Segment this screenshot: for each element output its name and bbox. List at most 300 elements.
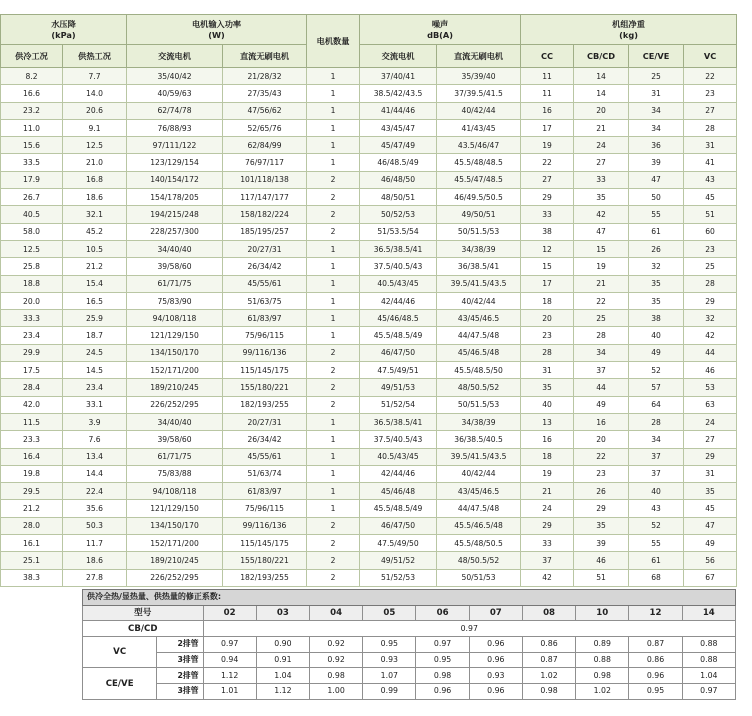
- table-cell: 31: [684, 137, 737, 154]
- table-cell: 75/83/88: [127, 465, 223, 482]
- table-cell: 140/154/172: [127, 171, 223, 188]
- model-number: 05: [363, 605, 416, 621]
- table-cell: 25.1: [1, 552, 63, 569]
- vc-2-row-label: 2排管: [157, 637, 203, 653]
- table-cell: 158/182/224: [223, 206, 307, 223]
- table-cell: 25: [574, 310, 629, 327]
- table-cell: 15.6: [1, 137, 63, 154]
- table-cell: 155/180/221: [223, 552, 307, 569]
- ceve-2-row-label: 2排管: [157, 668, 203, 684]
- cooling-header: 供冷工况: [1, 45, 63, 68]
- table-cell: 34: [629, 431, 684, 448]
- table-cell: 51/53.5/54: [360, 223, 437, 240]
- table-cell: 40/42/44: [437, 292, 521, 309]
- heating-header: 供热工况: [63, 45, 127, 68]
- table-cell: 61/83/97: [223, 483, 307, 500]
- factor-cell: 1.02: [576, 684, 629, 700]
- table-cell: 49/50/51: [437, 206, 521, 223]
- factor-cell: 1.01: [203, 684, 256, 700]
- model-number: 07: [469, 605, 522, 621]
- factor-cell: 0.88: [682, 637, 735, 653]
- table-cell: 29.5: [1, 483, 63, 500]
- vc-header: VC: [684, 45, 737, 68]
- table-cell: 45/46/48: [360, 483, 437, 500]
- table-cell: 11.0: [1, 119, 63, 136]
- factor-cell: 0.95: [363, 637, 416, 653]
- factor-cell: 0.97: [682, 684, 735, 700]
- table-cell: 40/42/44: [437, 465, 521, 482]
- table-cell: 182/193/255: [223, 396, 307, 413]
- table-cell: 43: [684, 171, 737, 188]
- table-cell: 31: [684, 465, 737, 482]
- table-cell: 26.7: [1, 189, 63, 206]
- table-cell: 37.5/40.5/43: [360, 258, 437, 275]
- table-cell: 37: [574, 362, 629, 379]
- table-cell: 52: [629, 517, 684, 534]
- table-cell: 1: [307, 413, 360, 430]
- table-cell: 45/55/61: [223, 275, 307, 292]
- table-row: [1, 569, 737, 586]
- factor-cell: 0.93: [469, 668, 522, 684]
- table-cell: 16: [574, 413, 629, 430]
- table-cell: 45.5/47/48.5: [437, 171, 521, 188]
- table-row: [1, 137, 737, 154]
- model-number: 08: [522, 605, 575, 621]
- table-cell: 45: [684, 189, 737, 206]
- table-cell: 13: [521, 413, 574, 430]
- cc-header: CC: [521, 45, 574, 68]
- table-cell: 2: [307, 362, 360, 379]
- table-cell: 20: [521, 310, 574, 327]
- table-cell: 40: [521, 396, 574, 413]
- table-cell: 2: [307, 552, 360, 569]
- factor-cell: 0.97: [203, 637, 256, 653]
- table-cell: 28: [684, 119, 737, 136]
- factor-cell: 0.89: [576, 637, 629, 653]
- table-cell: 16: [521, 102, 574, 119]
- table-cell: 45/55/61: [223, 448, 307, 465]
- table-cell: 26/34/42: [223, 258, 307, 275]
- vc-label: VC: [83, 637, 157, 668]
- table-cell: 44: [574, 379, 629, 396]
- table-cell: 2: [307, 189, 360, 206]
- factor-cell: 0.98: [416, 668, 469, 684]
- table-cell: 39/58/60: [127, 258, 223, 275]
- table-cell: 36.5/38.5/41: [360, 413, 437, 430]
- table-cell: 40: [629, 483, 684, 500]
- table-cell: 26: [574, 483, 629, 500]
- factor-cell: 0.97: [416, 637, 469, 653]
- factor-cell: 0.96: [469, 652, 522, 668]
- table-cell: 121/129/150: [127, 327, 223, 344]
- factor-cell: 0.98: [522, 684, 575, 700]
- table-cell: 155/180/221: [223, 379, 307, 396]
- factor-cell: 0.91: [256, 652, 309, 668]
- table-cell: 45.5/48/48.5: [437, 154, 521, 171]
- table-cell: 43/45/47: [360, 119, 437, 136]
- table-cell: 50/51.5/53: [437, 223, 521, 240]
- table-cell: 14.4: [63, 465, 127, 482]
- table-cell: 51/63/74: [223, 465, 307, 482]
- table-cell: 23: [684, 240, 737, 257]
- table-cell: 94/108/118: [127, 310, 223, 327]
- table-cell: 3.9: [63, 413, 127, 430]
- table-cell: 50: [629, 189, 684, 206]
- table-cell: 56: [684, 552, 737, 569]
- table-cell: 23: [684, 85, 737, 102]
- table-cell: 50.3: [63, 517, 127, 534]
- table-cell: 37: [521, 552, 574, 569]
- table-cell: 14: [574, 68, 629, 85]
- table-cell: 76/97/117: [223, 154, 307, 171]
- table-cell: 35: [629, 292, 684, 309]
- table-cell: 21: [574, 275, 629, 292]
- table-row: [1, 310, 737, 327]
- factor-cell: 0.96: [416, 684, 469, 700]
- table-cell: 11: [521, 85, 574, 102]
- table-cell: 7.7: [63, 68, 127, 85]
- factor-cell: 0.96: [469, 637, 522, 653]
- table-cell: 16.4: [1, 448, 63, 465]
- table-cell: 45.5/48.5/49: [360, 327, 437, 344]
- table-cell: 26/34/42: [223, 431, 307, 448]
- table-cell: 12: [521, 240, 574, 257]
- table-cell: 25.9: [63, 310, 127, 327]
- table-cell: 25: [684, 258, 737, 275]
- table-cell: 36: [629, 137, 684, 154]
- table-cell: 50/52/53: [360, 206, 437, 223]
- table-cell: 29: [684, 292, 737, 309]
- table-cell: 2: [307, 344, 360, 361]
- table-row: [1, 206, 737, 223]
- table-cell: 1: [307, 258, 360, 275]
- table-cell: 33: [574, 171, 629, 188]
- table-cell: 42: [684, 327, 737, 344]
- table-cell: 51: [574, 569, 629, 586]
- table-cell: 1: [307, 240, 360, 257]
- table-cell: 49: [574, 396, 629, 413]
- table-cell: 45/47/49: [360, 137, 437, 154]
- table-row: [1, 552, 737, 569]
- table-cell: 117/147/177: [223, 189, 307, 206]
- table-cell: 21: [574, 119, 629, 136]
- motor-power-header: 电机输入功率 (W): [127, 15, 307, 45]
- table-cell: 60: [684, 223, 737, 240]
- table-cell: 37.5/40.5/43: [360, 431, 437, 448]
- table-cell: 45.5/48.5/49: [360, 500, 437, 517]
- table-cell: 24: [684, 413, 737, 430]
- table-cell: 18: [521, 292, 574, 309]
- water-pressure-header: 水压降 (kPa): [1, 15, 127, 45]
- table-cell: 23.4: [63, 379, 127, 396]
- dc-motor-header: 直流无刷电机: [223, 45, 307, 68]
- factor-cell: 0.87: [522, 652, 575, 668]
- performance-table: [0, 14, 737, 587]
- table-cell: 7.6: [63, 431, 127, 448]
- table-cell: 1: [307, 448, 360, 465]
- table-row: [1, 448, 737, 465]
- table-cell: 47.5/49/50: [360, 535, 437, 552]
- factor-cell: 0.96: [629, 668, 682, 684]
- table-cell: 41/44/46: [360, 102, 437, 119]
- table-cell: 1: [307, 465, 360, 482]
- table-cell: 46/48.5/49: [360, 154, 437, 171]
- table-cell: 154/178/205: [127, 189, 223, 206]
- table-cell: 35.6: [63, 500, 127, 517]
- table-cell: 53: [684, 379, 737, 396]
- table-cell: 1: [307, 102, 360, 119]
- table-cell: 19.8: [1, 465, 63, 482]
- table-cell: 134/150/170: [127, 344, 223, 361]
- table-cell: 35: [629, 275, 684, 292]
- table-cell: 1: [307, 68, 360, 85]
- table-cell: 28: [684, 275, 737, 292]
- factor-cell: 0.98: [576, 668, 629, 684]
- table-cell: 48/50/51: [360, 189, 437, 206]
- table-cell: 29: [521, 189, 574, 206]
- table-cell: 61/71/75: [127, 448, 223, 465]
- table-cell: 18.6: [63, 189, 127, 206]
- table-cell: 189/210/245: [127, 552, 223, 569]
- table-cell: 24: [574, 137, 629, 154]
- table-cell: 17: [521, 275, 574, 292]
- table-row: [1, 223, 737, 240]
- table-cell: 33: [521, 535, 574, 552]
- table-cell: 18.6: [63, 552, 127, 569]
- table-cell: 22: [574, 292, 629, 309]
- table-cell: 16.5: [63, 292, 127, 309]
- table-cell: 27: [574, 154, 629, 171]
- table-cell: 33.1: [63, 396, 127, 413]
- table-row: [1, 483, 737, 500]
- table-cell: 2: [307, 535, 360, 552]
- table-cell: 43.5/46/47: [437, 137, 521, 154]
- table-cell: 27: [684, 102, 737, 119]
- table-cell: 46/47/50: [360, 344, 437, 361]
- table-cell: 1: [307, 500, 360, 517]
- table-cell: 29: [574, 500, 629, 517]
- table-cell: 20/27/31: [223, 240, 307, 257]
- table-cell: 35: [574, 189, 629, 206]
- table-cell: 39.5/41.5/43.5: [437, 448, 521, 465]
- table-cell: 49/51/53: [360, 379, 437, 396]
- table-cell: 75/96/115: [223, 500, 307, 517]
- factor-cell: 0.87: [629, 637, 682, 653]
- factor-cell: 1.04: [682, 668, 735, 684]
- table-cell: 45.5/46.5/48: [437, 517, 521, 534]
- table-cell: 18: [521, 448, 574, 465]
- table-cell: 152/171/200: [127, 535, 223, 552]
- table-cell: 33.3: [1, 310, 63, 327]
- table-cell: 21.0: [63, 154, 127, 171]
- table-cell: 61/71/75: [127, 275, 223, 292]
- table-cell: 10.5: [63, 240, 127, 257]
- factor-cell: 0.88: [682, 652, 735, 668]
- table-cell: 1: [307, 154, 360, 171]
- table-row: [1, 258, 737, 275]
- table-cell: 1: [307, 431, 360, 448]
- table-cell: 27: [684, 431, 737, 448]
- table-cell: 9.1: [63, 119, 127, 136]
- table-cell: 45/46/48.5: [360, 310, 437, 327]
- table-cell: 21.2: [1, 500, 63, 517]
- table-cell: 121/129/150: [127, 500, 223, 517]
- factor-cell: 0.86: [629, 652, 682, 668]
- table-cell: 1: [307, 292, 360, 309]
- table-cell: 51/52/54: [360, 396, 437, 413]
- table-cell: 40/59/63: [127, 85, 223, 102]
- table-cell: 28: [629, 413, 684, 430]
- table-cell: 23: [521, 327, 574, 344]
- table-cell: 21/28/32: [223, 68, 307, 85]
- table-cell: 16: [521, 431, 574, 448]
- ac-motor-header: 交流电机: [127, 45, 223, 68]
- table-cell: 36.5/38.5/41: [360, 240, 437, 257]
- ceve-label: CE/VE: [83, 668, 157, 699]
- table-cell: 2: [307, 379, 360, 396]
- factor-cell: 1.00: [310, 684, 363, 700]
- table-row: [1, 85, 737, 102]
- table-row: [1, 465, 737, 482]
- table-cell: 75/96/115: [223, 327, 307, 344]
- table-cell: 22.4: [63, 483, 127, 500]
- table-cell: 26: [629, 240, 684, 257]
- table-cell: 55: [629, 535, 684, 552]
- table-cell: 226/252/295: [127, 569, 223, 586]
- table-cell: 22: [684, 68, 737, 85]
- table-cell: 226/252/295: [127, 396, 223, 413]
- table-cell: 32: [684, 310, 737, 327]
- table-cell: 35: [521, 379, 574, 396]
- factor-cell: 0.92: [310, 637, 363, 653]
- table-cell: 61: [629, 552, 684, 569]
- table-cell: 34: [574, 344, 629, 361]
- table-cell: 29: [684, 448, 737, 465]
- table-cell: 21.2: [63, 258, 127, 275]
- table-cell: 57: [629, 379, 684, 396]
- table-cell: 1: [307, 275, 360, 292]
- net-weight-header: 机组净重 (kg): [521, 15, 737, 45]
- noise-dc-header: 直流无刷电机: [437, 45, 521, 68]
- table-cell: 37: [629, 448, 684, 465]
- table-cell: 41: [684, 154, 737, 171]
- table-cell: 46/47/50: [360, 517, 437, 534]
- table-cell: 47.5/49/51: [360, 362, 437, 379]
- table-cell: 12.5: [1, 240, 63, 257]
- factor-cell: 0.93: [363, 652, 416, 668]
- model-label: 型号: [83, 605, 204, 621]
- factor-cell: 1.12: [256, 684, 309, 700]
- table-cell: 40.5/43/45: [360, 448, 437, 465]
- table-cell: 16.8: [63, 171, 127, 188]
- table-cell: 47/56/62: [223, 102, 307, 119]
- motor-count-header: 电机数量: [307, 15, 360, 68]
- table-row: [1, 275, 737, 292]
- table-cell: 27/35/43: [223, 85, 307, 102]
- table-cell: 11.5: [1, 413, 63, 430]
- table-cell: 1: [307, 119, 360, 136]
- factor-cell: 0.95: [629, 684, 682, 700]
- table-cell: 67: [684, 569, 737, 586]
- table-cell: 33: [521, 206, 574, 223]
- table-row: [1, 154, 737, 171]
- table-cell: 51/63/75: [223, 292, 307, 309]
- table-cell: 39/58/60: [127, 431, 223, 448]
- table-cell: 28.0: [1, 517, 63, 534]
- table-cell: 34/40/40: [127, 413, 223, 430]
- table-cell: 43/45/46.5: [437, 310, 521, 327]
- table-cell: 94/108/118: [127, 483, 223, 500]
- table-cell: 99/116/136: [223, 344, 307, 361]
- model-number: 02: [203, 605, 256, 621]
- table-cell: 34/38/39: [437, 240, 521, 257]
- table-cell: 18.8: [1, 275, 63, 292]
- factor-cell: 1.07: [363, 668, 416, 684]
- factor-cell: 0.95: [416, 652, 469, 668]
- table-cell: 14.0: [63, 85, 127, 102]
- table-cell: 38: [521, 223, 574, 240]
- table-cell: 20: [574, 102, 629, 119]
- table-cell: 20: [574, 431, 629, 448]
- table-cell: 20.6: [63, 102, 127, 119]
- ceve-header: CE/VE: [629, 45, 684, 68]
- table-cell: 50/51.5/53: [437, 396, 521, 413]
- factor-cell: 1.12: [203, 668, 256, 684]
- table-cell: 40/42/44: [437, 102, 521, 119]
- table-cell: 32: [629, 258, 684, 275]
- table-row: [1, 517, 737, 534]
- table-cell: 2: [307, 569, 360, 586]
- table-cell: 44/47.5/48: [437, 327, 521, 344]
- factor-cell: 1.04: [256, 668, 309, 684]
- table-cell: 52/65/76: [223, 119, 307, 136]
- table-cell: 39.5/41.5/43.5: [437, 275, 521, 292]
- table-cell: 189/210/245: [127, 379, 223, 396]
- table-cell: 45.2: [63, 223, 127, 240]
- table-cell: 23.3: [1, 431, 63, 448]
- table-cell: 32.1: [63, 206, 127, 223]
- factor-cell: 0.86: [522, 637, 575, 653]
- table-cell: 182/193/255: [223, 569, 307, 586]
- cbcd-label: CB/CD: [83, 621, 204, 637]
- table-cell: 152/171/200: [127, 362, 223, 379]
- table-cell: 14.5: [63, 362, 127, 379]
- table-row: [1, 344, 737, 361]
- table-row: [1, 327, 737, 344]
- correction-table-title: 供冷全热/显热量、供热量的修正系数:: [83, 590, 736, 606]
- table-cell: 41/43/45: [437, 119, 521, 136]
- table-cell: 18.7: [63, 327, 127, 344]
- table-row: [1, 500, 737, 517]
- table-row: [1, 171, 737, 188]
- table-cell: 63: [684, 396, 737, 413]
- table-cell: 44/47.5/48: [437, 500, 521, 517]
- table-cell: 29: [521, 517, 574, 534]
- table-cell: 134/150/170: [127, 517, 223, 534]
- table-cell: 16.1: [1, 535, 63, 552]
- table-cell: 101/118/138: [223, 171, 307, 188]
- table-cell: 2: [307, 396, 360, 413]
- table-row: [1, 535, 737, 552]
- table-cell: 37: [629, 465, 684, 482]
- table-cell: 21: [521, 483, 574, 500]
- table-cell: 19: [521, 465, 574, 482]
- table-cell: 29.9: [1, 344, 63, 361]
- table-cell: 22: [521, 154, 574, 171]
- table-cell: 14: [574, 85, 629, 102]
- table-cell: 1: [307, 310, 360, 327]
- table-cell: 39: [629, 154, 684, 171]
